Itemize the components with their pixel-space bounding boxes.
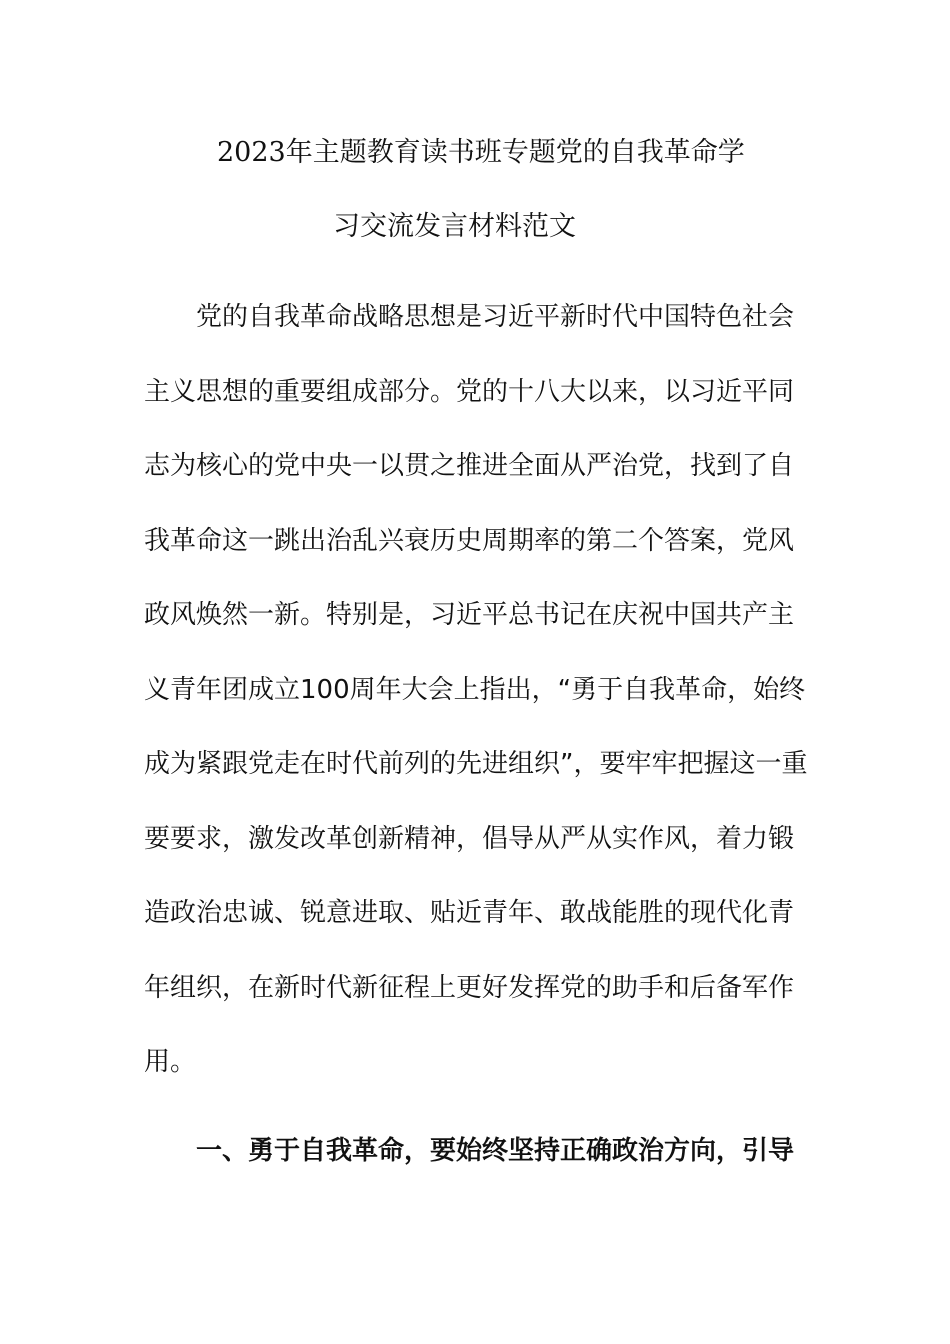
paragraph-line: 政风焕然一新。特别是，习近平总书记在庆祝中国共产主: [144, 600, 795, 630]
paragraph-line: 我革命这一跳出治乱兴衰历史周期率的第二个答案，党风: [144, 526, 795, 556]
document-title-line-1: 2023年主题教育读书班专题党的自我革命学: [217, 137, 745, 168]
paragraph-line: 志为核心的党中央一以贯之推进全面从严治党，找到了自: [144, 451, 795, 481]
paragraph-line: 主义思想的重要组成部分。党的十八大以来，以习近平同: [144, 377, 795, 407]
section-heading: 一、勇于自我革命，要始终坚持正确政治方向，引导: [196, 1136, 795, 1166]
paragraph-line: 成为紧跟党走在时代前列的先进组织”，要牢牢把握这一重: [144, 749, 808, 779]
paragraph-line: 义青年团成立100周年大会上指出，“勇于自我革命，始终: [144, 675, 806, 705]
paragraph-line: 要要求，激发改革创新精神，倡导从严从实作风，着力锻: [144, 824, 795, 854]
document-title-line-2: 习交流发言材料范文: [333, 211, 576, 242]
paragraph-line: 造政治忠诚、锐意进取、贴近青年、敢战能胜的现代化青: [144, 898, 795, 928]
paragraph-line: 党的自我革命战略思想是习近平新时代中国特色社会: [196, 302, 795, 332]
paragraph-line: 用。: [144, 1047, 197, 1077]
paragraph-line: 年组织，在新时代新征程上更好发挥党的助手和后备军作: [144, 973, 795, 1003]
